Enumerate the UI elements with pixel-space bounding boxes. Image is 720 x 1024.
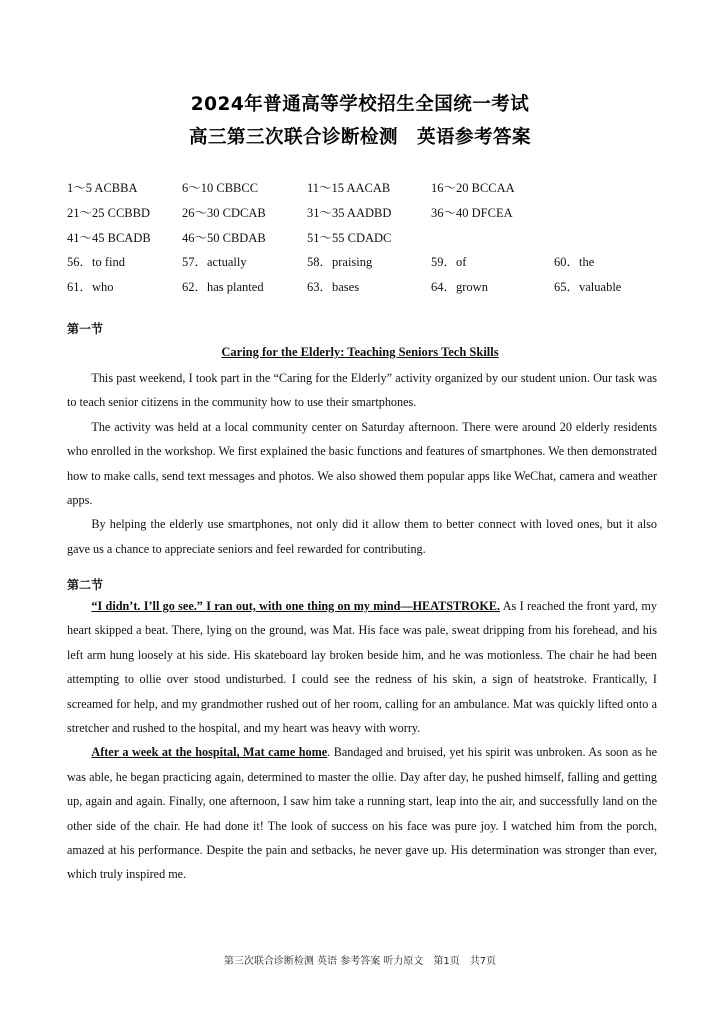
answer-cell: 6～10 CBBCC [182, 181, 259, 195]
story-paragraph-text: As I reached the front yard, my heart skipped a beat. There, lying on the ground, was Mat. His face was pale, sweat dripping from his forehead, and his left arm hung loosely at his side. His skateboard lay broken beside him, and he was motionless. The chair he had been attempting to ollie over stood undisturbed. I could see the redness of his skin, a sign of heatstroke. Frantically, I screamed for help, and my grandmother rushed out of her room, calling for an ambulance. Mat was quickly lifted onto a stretcher and rushed to the hospital, and my heart was heavy with worry. [67, 599, 657, 736]
answer-cell: 57．actually [182, 255, 247, 270]
essay-title-text: Caring for the Elderly: Teaching Seniors Tech Skills [221, 345, 499, 359]
answer-cell: 60．the [554, 255, 595, 270]
answer-cell: 62．has planted [182, 280, 264, 295]
answer-cell: 61．who [67, 280, 114, 295]
section1-body [67, 366, 657, 561]
answer-cell: 26～30 CDCAB [182, 205, 266, 220]
answer-cell: 31～35 AADBD [307, 205, 392, 220]
answer-cell: 59．of [431, 255, 467, 270]
answer-cell: 63．bases [307, 280, 360, 295]
answer-cell: 41～45 BCADB [67, 230, 151, 245]
page-footer: 第三次联合诊断检测 英语 参考答案 听力原文 第1页 共7页 [223, 956, 497, 967]
answer-cell: 51～55 CDADC [307, 230, 392, 245]
answer-cell: 36～40 DFCEA [431, 205, 513, 220]
answer-cell: 16～20 BCCAA [431, 181, 515, 195]
answer-cell: 11～15 AACAB [307, 181, 391, 195]
answer-cell: 46～50 CBDAB [182, 230, 266, 245]
story-given-opening-2: After a week at the hospital, Mat came home [91, 745, 328, 760]
answer-cell: 58．praising [307, 255, 373, 270]
answer-cell: 65．valuable [554, 280, 622, 295]
page-title-line1: 2024年普通高等学校招生全国统一考试 [190, 94, 530, 115]
story-given-opening-1: “I didn’t. I’ll go see.” I ran out, with one thing on my mind—HEATSTROKE. [91, 599, 501, 613]
essay-paragraph: This past weekend, I took part in the “Caring for the Elderly” activity organized by our student union. Our task was to teach senior citizens in the community how to use their smartphones. [67, 371, 657, 410]
essay-paragraph: By helping the elderly use smartphones, not only did it allow them to better connect with loved ones, but it also gave us a chance to appreciate seniors and feel rewarded for contributing. [67, 517, 657, 556]
essay-paragraph: The activity was held at a local community center on Saturday afternoon. There were around 20 elderly residents who enrolled in the workshop. We first explained the basic functions and features of smartphones. We then demonstrated how to make calls, send text messages and photos. We also showed them popular apps like WeChat, camera and weather apps. [67, 419, 657, 508]
story-paragraph [67, 740, 657, 886]
essay-title [0, 345, 720, 360]
answer-cell: 56．to find [67, 255, 125, 270]
answer-cell: 1～5 ACBBA [67, 181, 138, 195]
page-title-line2: 高三第三次联合诊断检测 英语参考答案 [188, 127, 531, 148]
answer-cell: 21～25 CCBBD [67, 205, 151, 220]
story-paragraph [67, 594, 657, 740]
section2-body [67, 594, 657, 887]
answer-cell: 64．grown [431, 280, 488, 295]
section1-label: 第一节 [67, 322, 104, 336]
story-paragraph-text: . Bandaged and bruised, yet his spirit was unbroken. As soon as he was able, he began practicing again, determined to master the ollie. Day after day, he pushed himself, falling and getting up, again and again. Finally, one afternoon, I saw him take a running start, leap into the air, and successfully land on the other side of the chair. He had done it! The look of success on his face was pure joy. I watched him from the porch, amazed at his performance. Despite the pain and setbacks, he never gave up. His determination was stronger than ever, which truly inspired me. [67, 745, 657, 882]
section2-label: 第二节 [67, 578, 104, 592]
